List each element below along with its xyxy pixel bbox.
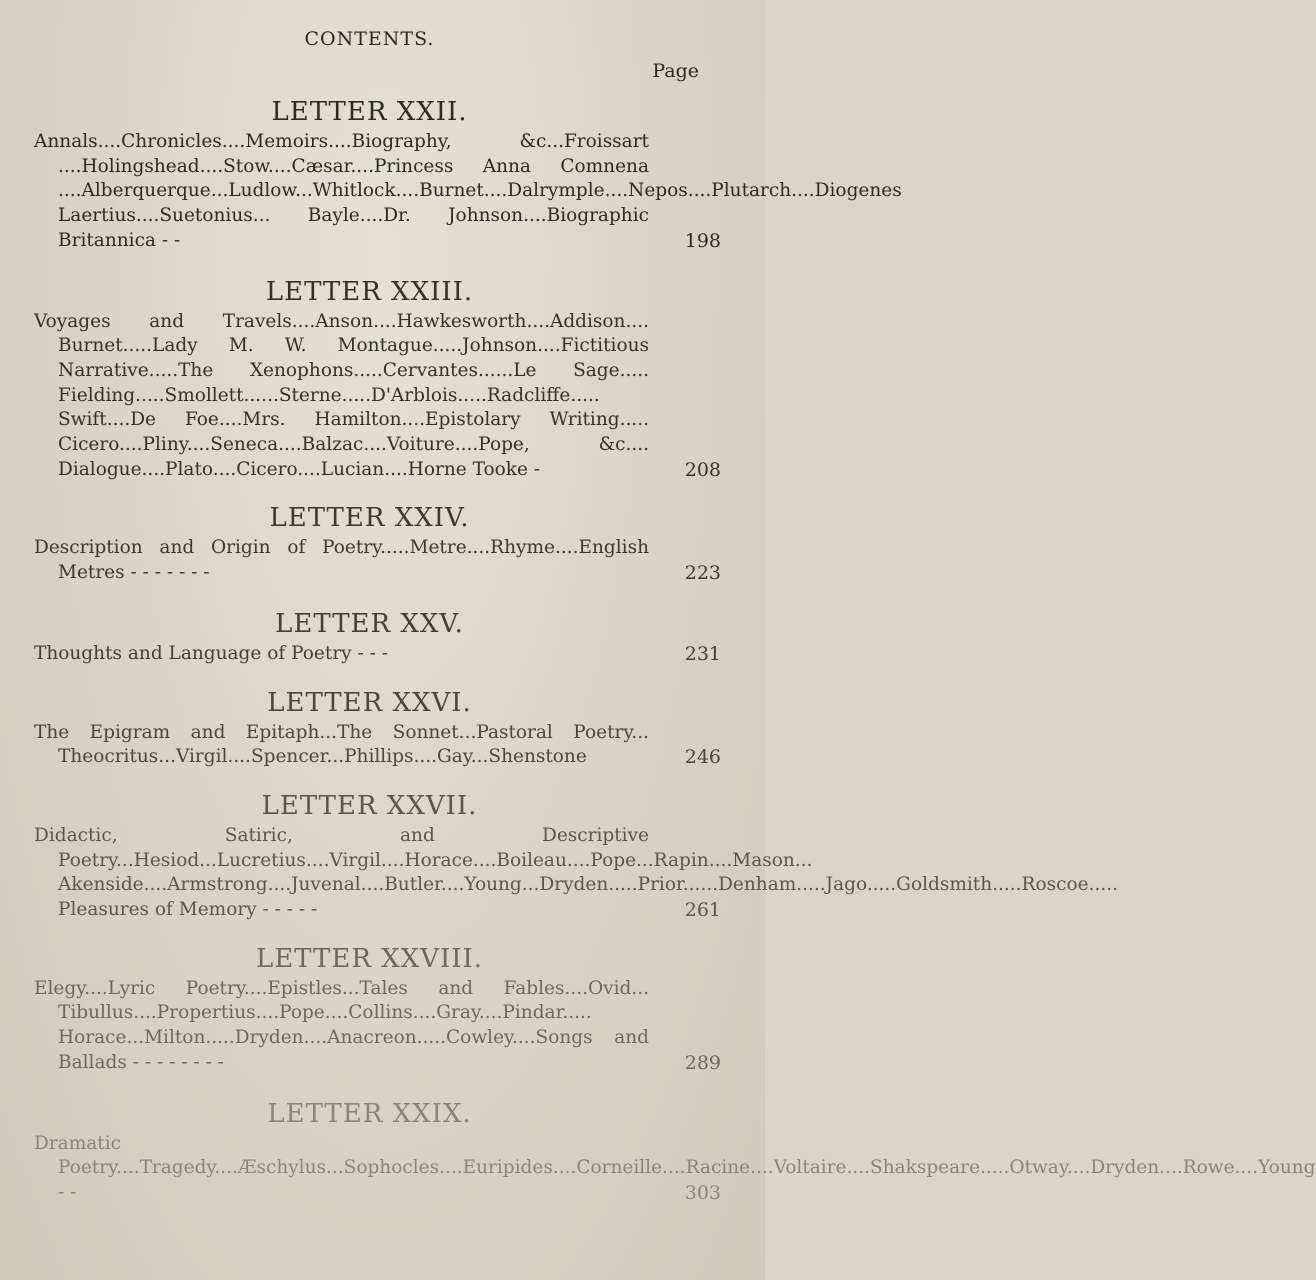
entry-page-number: 223 bbox=[684, 562, 721, 585]
entry-description: The Epigram and Epitaph...The Sonnet...Pastoral Poetry... Theocritus...Virgil....Spencer...Phillips....Gay...Shenstone bbox=[34, 721, 649, 768]
letter-title: LETTER XXVI. bbox=[267, 687, 472, 718]
letter-section bbox=[34, 941, 721, 1076]
letter-section bbox=[34, 685, 721, 770]
letter-section bbox=[34, 94, 902, 254]
letter-section bbox=[34, 1096, 1316, 1206]
entry-description: Annals....Chronicles....Memoirs....Biography, &c...Froissart ....Holingshead....Stow....Cæsar....Princess Anna Comnena ....Alberquerque...Ludlow...Whitlock....Burnet....Dalrymple....Nepos....Plutarch....Diogenes Laertius....Suetonius... Bayle....Dr. Johnson....Biographic Britannica - - bbox=[34, 131, 902, 251]
contents-entry bbox=[34, 824, 1118, 923]
contents-entry bbox=[34, 977, 721, 1076]
page-column-label: Page bbox=[652, 60, 699, 82]
contents-entry bbox=[34, 130, 902, 254]
entry-description: Dramatic Poetry....Tragedy....Æschylus...Sophocles....Euripides....Corneille....Racine....Voltaire....Shakspeare.....Otway....Dryden....Rowe....Young - - bbox=[34, 1132, 1316, 1203]
entry-page-number: 198 bbox=[684, 229, 721, 252]
entry-description: Didactic, Satiric, and Descriptive Poetry...Hesiod...Lucretius....Virgil....Horace....Boileau....Pope...Rapin....Mason... Akenside....Armstrong....Juvenal....Butler....Young...Dryden.....Prior......Denham.....Jago.....Goldsmith.....Roscoe..... Pleasures of Memory - - - - - bbox=[34, 824, 1118, 921]
entry-page-number: 289 bbox=[684, 1051, 721, 1074]
letter-title: LETTER XXVIII. bbox=[255, 943, 484, 974]
contents-entry bbox=[34, 536, 721, 585]
entry-page-number: 246 bbox=[684, 746, 721, 769]
letter-title: LETTER XXIX. bbox=[267, 1098, 472, 1129]
running-head: CONTENTS. bbox=[304, 28, 435, 50]
entry-description: Thoughts and Language of Poetry - - - bbox=[34, 642, 389, 664]
entry-page-number: 261 bbox=[684, 899, 721, 922]
entry-description: Elegy....Lyric Poetry....Epistles...Tales and Fables....Ovid... Tibullus....Propertius....Pope....Collins....Gray....Pindar..... Horace...Milton.....Dryden....Anacreon.....Cowley....Songs and Ballads - - - - - - - - bbox=[34, 977, 649, 1073]
letter-title: LETTER XXVII. bbox=[261, 790, 478, 821]
letter-section bbox=[34, 274, 721, 483]
entry-page-number: 208 bbox=[684, 458, 721, 481]
contents-entry bbox=[34, 310, 721, 483]
entry-description: Description and Origin of Poetry.....Metre....Rhyme....English Metres - - - - - - - bbox=[34, 537, 649, 584]
letter-title: LETTER XXIV. bbox=[269, 503, 470, 534]
letter-title: LETTER XXIII. bbox=[265, 276, 474, 307]
contents-entry bbox=[34, 1132, 1316, 1206]
entry-page-number: 303 bbox=[684, 1181, 721, 1204]
letter-section bbox=[34, 606, 721, 667]
letter-section bbox=[34, 500, 721, 585]
contents-entry bbox=[34, 642, 721, 667]
contents-entry bbox=[34, 721, 721, 770]
letter-title: LETTER XXV. bbox=[275, 608, 464, 639]
entry-description: Voyages and Travels....Anson....Hawkesworth....Addison.... Burnet.....Lady M. W. Montague.....Johnson....Fictitious Narrative.....The Xenophons.....Cervantes......Le Sage..... Fielding.....Smollett......Sterne.....D'Arblois.....Radcliffe..... Swift....De Foe....Mrs. Hamilton....Epistolary Writing..... Cicero....Pliny....Seneca....Balzac....Voiture....Pope, &c.... Dialogue....Plato....Cicero....Lucian....Horne Tooke - bbox=[34, 310, 649, 480]
letter-section bbox=[34, 788, 1118, 923]
entry-page-number: 231 bbox=[684, 642, 721, 665]
letter-title: LETTER XXII. bbox=[271, 97, 468, 127]
